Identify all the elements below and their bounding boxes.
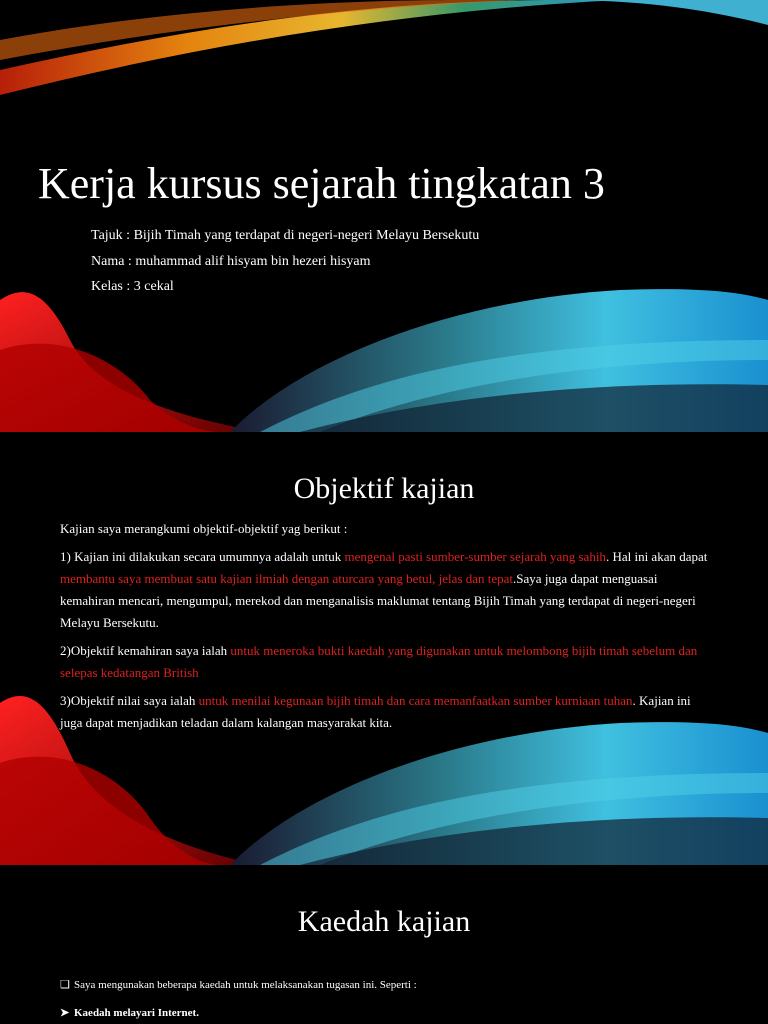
list-item-text: Saya mengunakan beberapa kaedah untuk melaksanakan tugasan ini. Seperti : (74, 979, 417, 991)
slide-body (60, 518, 708, 740)
highlight-text: untuk meneroka bukti kaedah yang digunakan untuk melombong bijih timah sebelum dan selepas kedatangan British (60, 643, 698, 680)
text-run: . Hal ini akan dapat (605, 549, 708, 564)
methods-slide (0, 866, 768, 1024)
list-item (60, 1005, 199, 1021)
title-slide (0, 0, 768, 432)
slide-title: Objektif kajian (293, 472, 475, 505)
arrow-bullet-icon: ➤ (60, 1007, 70, 1019)
text-run: 3)Objektif nilai saya ialah (60, 693, 199, 708)
text-run: . Kajian ini juga dapat menjadikan teladan dalam kalangan masyarakat kita. (60, 693, 691, 730)
highlight-text: mengenal pasti sumber-sumber sejarah yang sahih (344, 549, 606, 564)
checkbox-bullet-icon: ❑ (60, 979, 70, 991)
intro-paragraph: Kajian saya merangkumi objektif-objektif yag berikut : (60, 521, 348, 536)
text-run: 1) Kajian ini dilakukan secara umumnya adalah untuk (60, 549, 345, 564)
text-run: 2)Objektif kemahiran saya ialah (60, 643, 231, 658)
slide-title: Kaedah kajian (297, 905, 471, 938)
objective-1-paragraph (60, 546, 708, 634)
objectives-slide (0, 433, 768, 865)
text-run: .Saya juga dapat menguasai kemahiran mencari, mengumpul, merekod dan menganalisis maklumat tentang Bijih Timah yang terdapat di negeri-negeri Melayu Bersekutu. (60, 571, 696, 630)
highlight-text: membantu saya membuat satu kajian ilmiah dengan aturcara yang betul, jelas dan tepat (60, 571, 514, 586)
objective-3-paragraph (60, 690, 708, 734)
name-line: Nama : muhammad alif hisyam bin hezeri hisyam (91, 254, 371, 269)
topic-line: Tajuk : Bijih Timah yang terdapat di negeri-negeri Melayu Bersekutu (91, 228, 480, 243)
class-line: Kelas : 3 cekal (91, 279, 174, 294)
list-item (60, 977, 417, 993)
slide-background-waves (0, 0, 768, 432)
highlight-text: untuk menilai kegunaan bijih timah dan cara memanfaatkan sumber kurniaan tuhan (198, 693, 633, 708)
slide-title: Kerja kursus sejarah tingkatan 3 (38, 159, 605, 208)
objective-2-paragraph (60, 640, 708, 684)
list-item-text: Kaedah melayari Internet. (74, 1007, 199, 1019)
